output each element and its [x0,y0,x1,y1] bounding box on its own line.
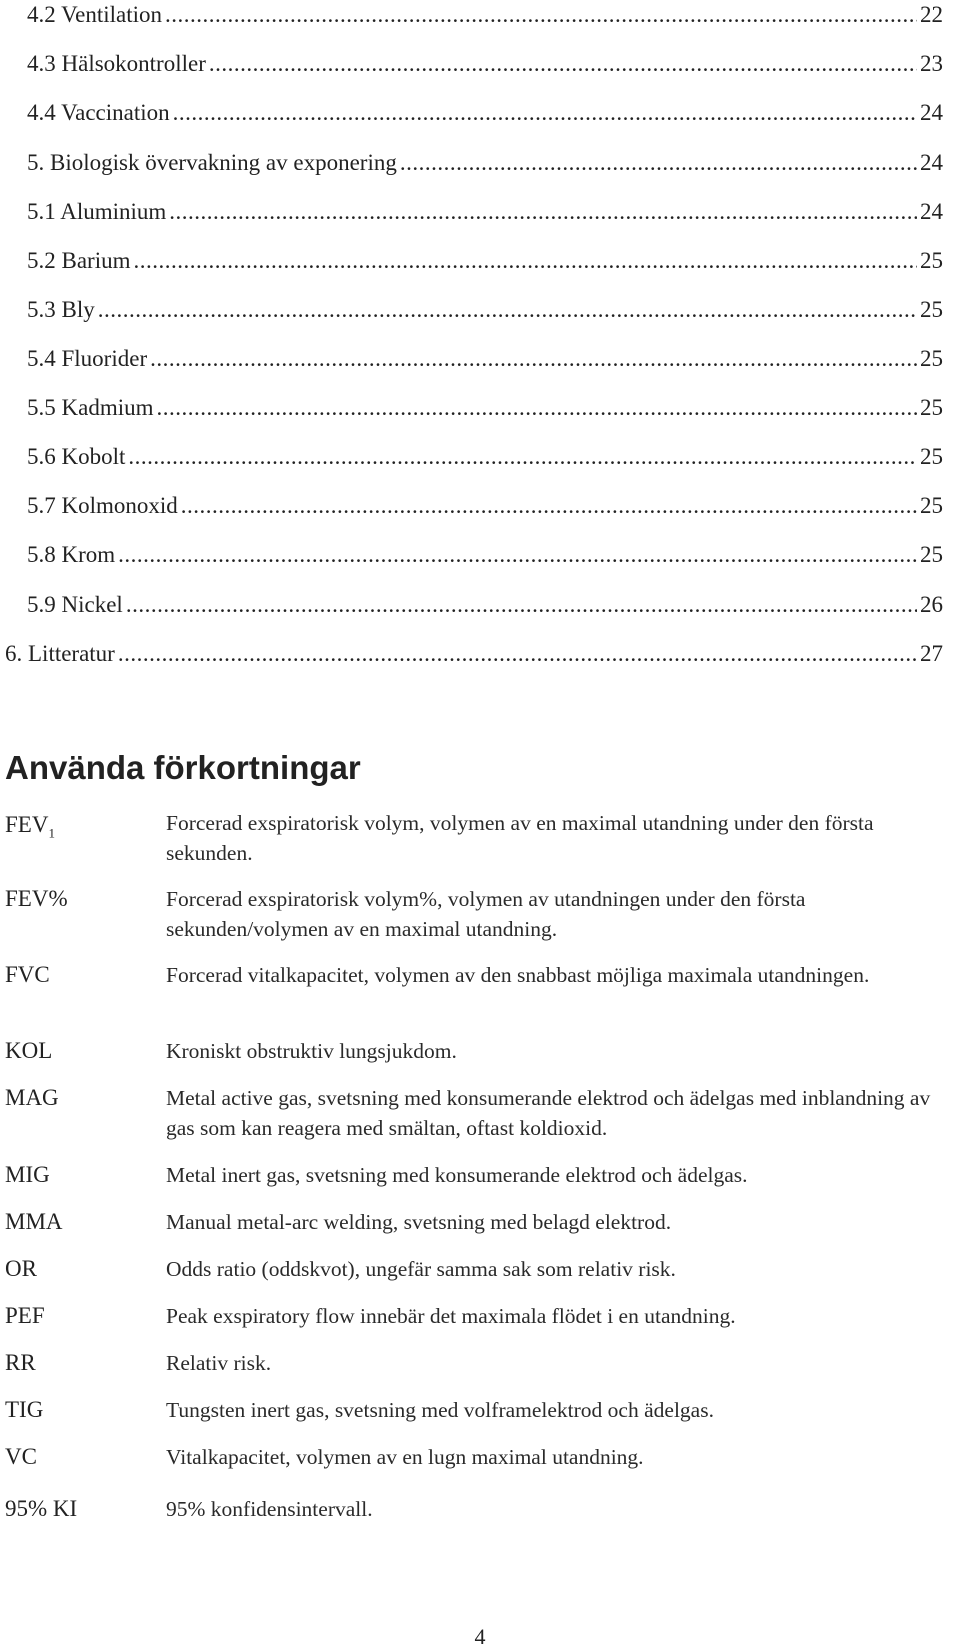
toc-entry-page: 24 [920,100,943,125]
toc-leader [209,49,917,79]
abbreviation-term: 95% KI [5,1496,78,1521]
toc-entry[interactable] [27,393,943,423]
abbreviation-term: TIG [5,1397,44,1422]
toc-entry[interactable] [27,98,943,128]
toc-entry[interactable] [27,442,943,472]
toc-entry[interactable] [27,344,943,374]
toc-entry-page: 25 [920,542,943,567]
toc-entry-page: 25 [920,346,943,371]
toc-entry[interactable] [27,0,943,30]
toc-entry-label: 5.2 Barium [27,248,131,273]
toc-entry-label: 5.8 Krom [27,542,116,567]
toc-leader [118,540,917,570]
toc-entry[interactable] [27,540,943,570]
toc-entry-label: 5.3 Bly [27,297,95,322]
abbreviation-term: MMA [5,1209,63,1234]
abbreviation-definition: Forcerad exspiratorisk volym, volymen av en maximal utandning under den första sekunden. [166,811,874,865]
toc-entry[interactable] [27,49,943,79]
toc-entry-label: 5.9 Nickel [27,592,123,617]
toc-entry-label: 5.1 Aluminium [27,199,167,224]
toc-entry-page: 27 [920,641,943,666]
toc-entry-page: 25 [920,493,943,518]
toc-entry-page: 23 [920,51,943,76]
toc-entry[interactable] [27,148,943,178]
toc-entry-label: 5.7 Kolmonoxid [27,493,178,518]
toc-entry[interactable] [27,491,943,521]
toc-entry[interactable] [27,590,943,620]
toc-leader [400,148,917,178]
toc-leader [118,639,917,669]
abbreviation-definition: Forcerad exspiratorisk volym%, volymen av utandningen under den första sekunden/volymen av en maximal utandning. [166,887,806,941]
abbreviation-definition: Kroniskt obstruktiv lungsjukdom. [166,1039,457,1063]
toc-entry-page: 25 [920,297,943,322]
abbreviation-term: MIG [5,1162,50,1187]
toc-entry-page: 25 [920,248,943,273]
abbreviation-definition: Peak exspiratory flow innebär det maximala flödet i en utandning. [166,1304,736,1328]
abbreviation-base: FEV [5,812,49,837]
toc-entry[interactable] [5,639,943,669]
abbreviation-definition: Tungsten inert gas, svetsning med volframelektrod och ädelgas. [166,1398,714,1422]
abbreviation-definition: 95% konfidensintervall. [166,1497,373,1521]
abbreviation-definition: Metal inert gas, svetsning med konsumerande elektrod och ädelgas. [166,1163,748,1187]
toc-entry-label: 5.4 Fluorider [27,346,148,371]
toc-entry-label: 5. Biologisk övervakning av exponering [27,150,397,175]
toc-leader [165,0,917,30]
abbreviation-definition: Metal active gas, svetsning med konsumerande elektrod och ädelgas med inblandning av gas som kan reagera med smältan, oftast koldioxid. [166,1086,931,1140]
toc-entry-page: 24 [920,199,943,224]
toc-entry-label: 4.4 Vaccination [27,100,170,125]
abbreviation-definition: Odds ratio (oddskvot), ungefär samma sak som relativ risk. [166,1257,676,1281]
toc-leader [134,246,918,276]
abbreviation-subscript: 1 [48,825,55,841]
toc-leader [126,590,917,620]
abbreviation-term: KOL [5,1038,53,1063]
toc-leader [128,442,917,472]
toc-entry-label: 5.6 Kobolt [27,444,126,469]
section-heading: Använda förkortningar [5,749,361,786]
abbreviation-term: OR [5,1256,37,1281]
toc-entry-label: 4.2 Ventilation [27,2,163,27]
toc-leader [150,344,917,374]
toc-entry-label: 6. Litteratur [5,641,115,666]
toc-entry-label: 5.5 Kadmium [27,395,154,420]
abbreviation-definition: Manual metal-arc welding, svetsning med belagd elektrod. [166,1210,672,1234]
toc-entry[interactable] [27,197,943,227]
abbreviation-term: PEF [5,1303,45,1328]
abbreviation-term: MAG [5,1085,59,1110]
abbreviation-term: FEV% [5,886,68,911]
abbreviation-definition: Forcerad vitalkapacitet, volymen av den snabbast möjliga maximala utandningen. [166,963,870,987]
toc-entry-page: 25 [920,395,943,420]
toc-entry-page: 26 [920,592,943,617]
abbreviation-term: VC [5,1444,37,1469]
toc-entry[interactable] [27,246,943,276]
abbreviation-definition: Vitalkapacitet, volymen av en lugn maximal utandning. [166,1445,644,1469]
abbreviation-term: RR [5,1350,36,1375]
table-of-contents [0,0,960,700]
toc-entry-page: 22 [920,2,943,27]
toc-entry[interactable] [27,295,943,325]
toc-leader [157,393,918,423]
toc-entry-page: 25 [920,444,943,469]
abbreviation-definition: Relativ risk. [166,1351,272,1375]
toc-entry-page: 24 [920,150,943,175]
toc-leader [173,98,917,128]
toc-leader [98,295,917,325]
toc-leader [181,491,917,521]
toc-leader [169,197,917,227]
toc-entry-label: 4.3 Hälsokontroller [27,51,206,76]
abbreviation-term [5,810,55,849]
page-number: 4 [474,1624,486,1649]
abbreviation-term: FVC [5,962,50,987]
